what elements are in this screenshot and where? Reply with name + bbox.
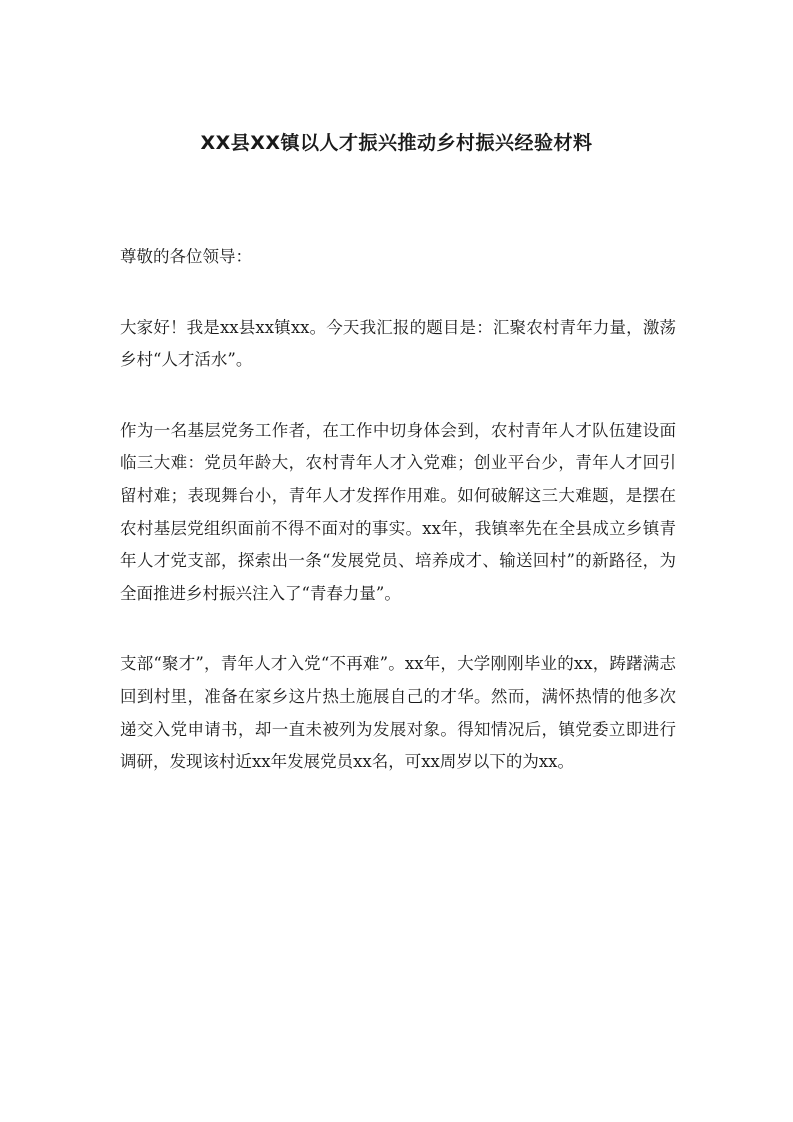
paragraph-greeting: 大家好！我是xx县xx镇xx。今天我汇报的题目是：汇聚农村青年力量，激荡乡村“人才活水”。: [120, 317, 676, 370]
document-body: [120, 241, 676, 817]
salutation: 尊敬的各位领导：: [120, 247, 252, 266]
paragraph-challenges: 作为一名基层党务工作者，在工作中切身体会到，农村青年人才队伍建设面临三大难：党员年龄大，农村青年人才入党难；创业平台少，青年人才回引留村难；表现舞台小，青年人才发挥作用难。如何破解这三大难题，是摆在农村基层党组织面前不得不面对的事实。xx年，我镇率先在全县成立乡镇青年人才党支部，探索出一条“发展党员、培养成才、输送回村”的新路径，为全面推进乡村振兴注入了“青春力量”。: [120, 420, 676, 603]
paragraph-branch-talent: 支部“聚才”，青年人才入党“不再难”。xx年，大学刚刚毕业的xx，踌躇满志回到村里，准备在家乡这片热土施展自己的才华。然而，满怀热情的他多次递交入党申请书，却一直未被列为发展对象。得知情况后，镇党委立即进行调研，发现该村近xx年发展党员xx名，可xx周岁以下的为xx。: [120, 654, 676, 772]
document-title: XX县XX镇以人才振兴推动乡村振兴经验材料: [200, 132, 593, 154]
